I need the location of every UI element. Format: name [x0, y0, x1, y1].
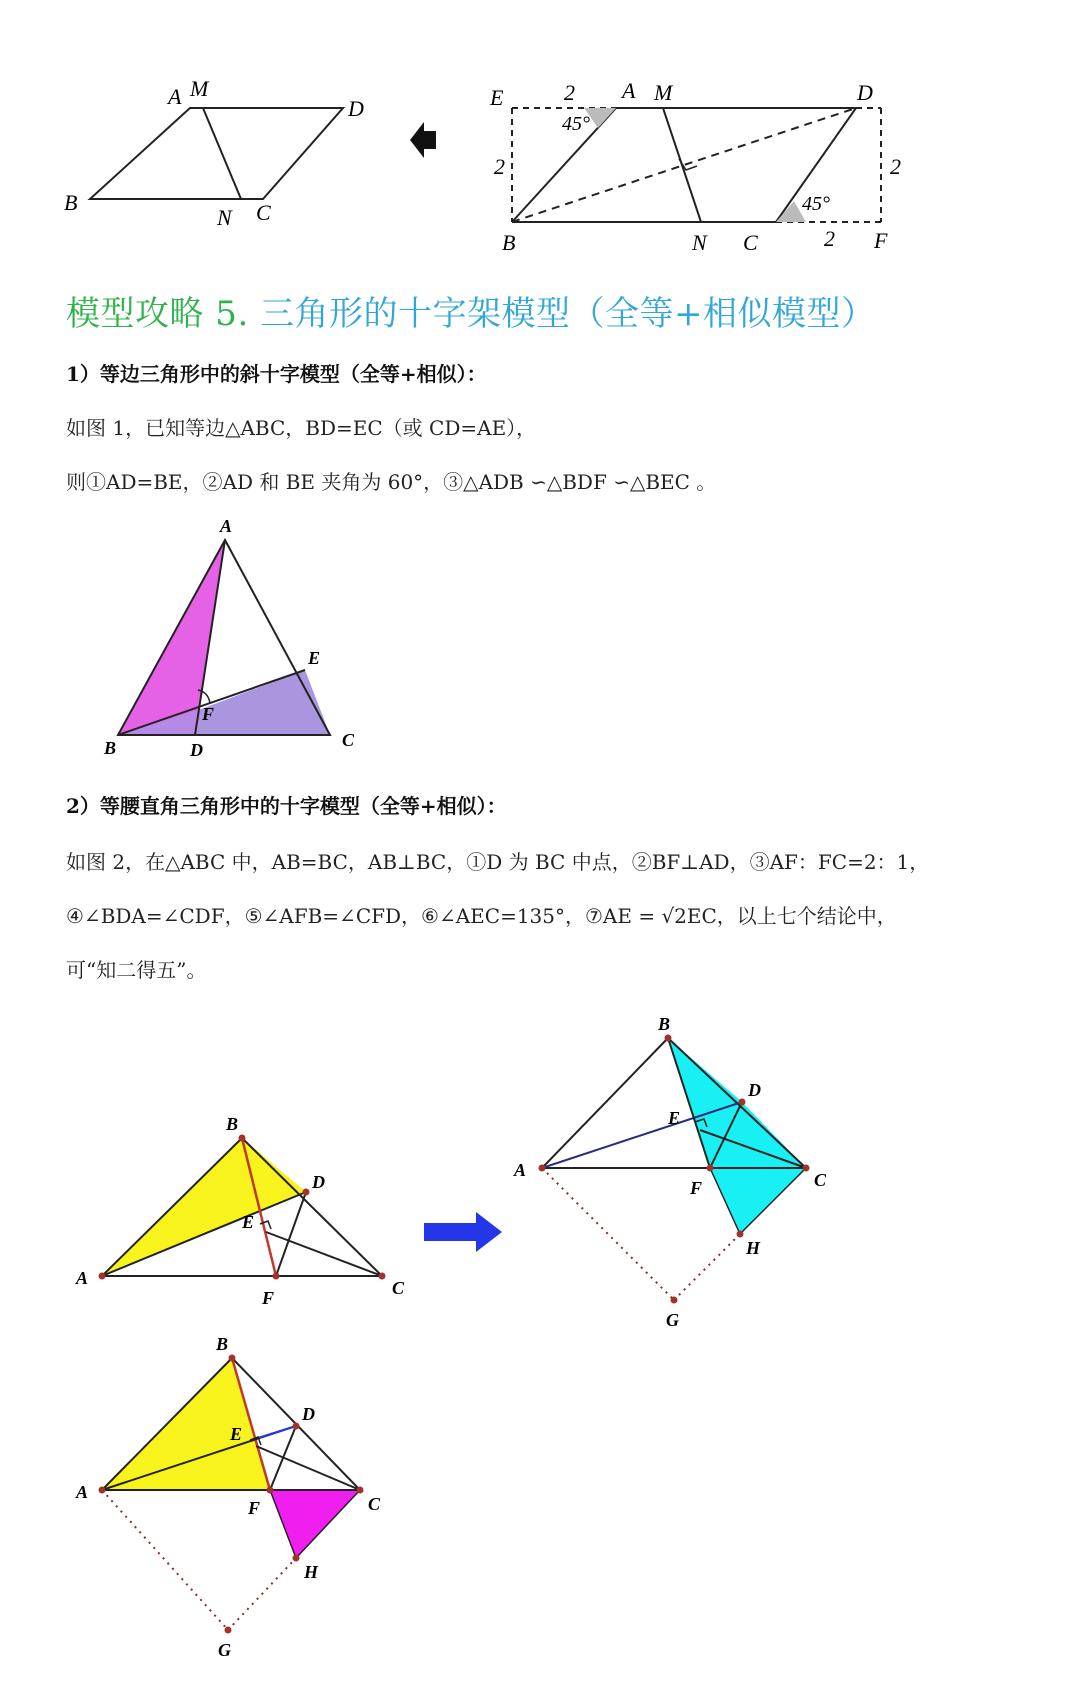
label-A: A [76, 1268, 89, 1288]
label-D: D [302, 1404, 315, 1424]
angle-bottom: 45° [802, 193, 830, 215]
label-A: A [168, 84, 182, 109]
label-D: D [348, 96, 364, 121]
label-N: N [217, 205, 232, 230]
part2-line1: 如图 2，在△ABC 中，AB=BC，AB⊥BC，①D 为 BC 中点，②BF⊥AD，③AF：FC=2：1， [66, 850, 930, 874]
angle-top: 45° [562, 113, 590, 135]
label-A: A [514, 1160, 527, 1180]
label-B: B [502, 230, 516, 255]
label-E: E [242, 1212, 255, 1232]
label-F: F [690, 1178, 703, 1198]
label-A: A [220, 516, 233, 536]
section-title [66, 286, 876, 335]
part2-line2: ④∠BDA=∠CDF，⑤∠AFB=∠CFD，⑥∠AEC=135°，⑦AE = √2EC，以上七个结论中， [66, 904, 897, 928]
left-arrow-icon [408, 116, 440, 164]
label-F: F [874, 228, 888, 253]
label-B: B [64, 190, 78, 215]
label-C: C [368, 1494, 381, 1514]
part2-line3: 可“知二得五”。 [66, 958, 207, 982]
label-D: D [857, 80, 873, 105]
label-C: C [256, 200, 271, 225]
figure-parallelogram [60, 70, 390, 250]
part1-heading: 1）等边三角形中的斜十字模型（全等+相似）： [66, 362, 487, 386]
label-E: E [308, 648, 321, 668]
label-G: G [666, 1310, 679, 1330]
label-F: F [248, 1498, 261, 1518]
label-N: N [692, 230, 707, 255]
label-E: E [668, 1108, 681, 1128]
part2-heading: 2）等腰直角三角形中的十字模型（全等+相似）： [66, 794, 507, 818]
label-M: M [190, 76, 209, 101]
label-C: C [342, 730, 355, 750]
measure-bottom: 2 [824, 226, 835, 251]
measure-right: 2 [890, 154, 901, 179]
label-E: E [490, 85, 504, 110]
measure-top: 2 [564, 80, 575, 105]
right-arrow-icon [422, 1210, 504, 1254]
label-F: F [262, 1288, 275, 1308]
measure-left: 2 [494, 154, 505, 179]
label-B: B [226, 1114, 239, 1134]
label-D: D [190, 740, 203, 760]
label-H: H [304, 1562, 319, 1582]
figure-1-equilateral [90, 510, 390, 770]
label-C: C [814, 1170, 827, 1190]
label-H: H [746, 1238, 761, 1258]
label-C: C [743, 230, 758, 255]
label-E: E [230, 1424, 243, 1444]
label-B: B [658, 1014, 671, 1034]
part1-line1: 如图 1，已知等边△ABC，BD=EC（或 CD=AE）， [66, 416, 537, 440]
label-G: G [218, 1640, 231, 1660]
label-B: B [104, 738, 117, 758]
part1-line2: 则①AD=BE，②AD 和 BE 夹角为 60°，③△ADB ∽△BDF ∽△BEC 。 [66, 470, 717, 494]
label-M: M [654, 80, 673, 105]
figure-2a-isosceles-right [70, 1108, 430, 1328]
label-F: F [202, 704, 215, 724]
section-title-main: 三角形的十字架模型（全等+相似模型） [260, 294, 876, 334]
label-A: A [622, 78, 636, 103]
label-B: B [216, 1334, 229, 1354]
label-A: A [76, 1482, 89, 1502]
figure-2b-cyan [500, 990, 860, 1340]
label-D: D [748, 1080, 761, 1100]
section-title-prefix: 模型攻略 5. [66, 294, 249, 334]
figure-rectangle-construction [486, 70, 926, 260]
label-C: C [392, 1278, 405, 1298]
figure-2c-yellow-pink [70, 1330, 430, 1690]
label-D: D [312, 1172, 325, 1192]
